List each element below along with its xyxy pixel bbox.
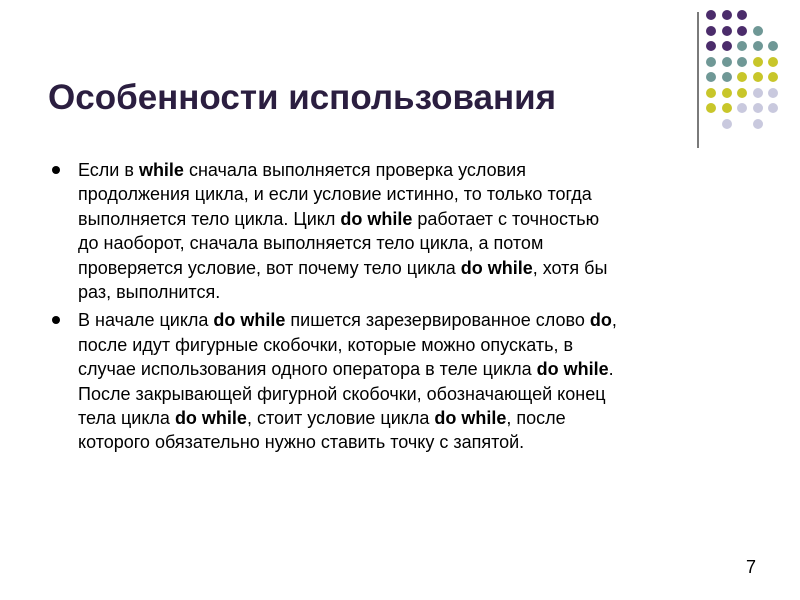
decorative-dot bbox=[753, 88, 763, 98]
text-segment: раз, выполнится. bbox=[78, 282, 221, 303]
decorative-dot bbox=[753, 26, 763, 36]
decorative-dot bbox=[722, 88, 732, 98]
decorative-dot bbox=[706, 88, 716, 98]
bullet-text-line bbox=[78, 357, 752, 381]
decorative-dot bbox=[722, 26, 732, 36]
decorative-dot bbox=[737, 103, 747, 113]
page-number: 7 bbox=[745, 557, 756, 577]
text-segment: работает с точностью bbox=[412, 208, 600, 229]
bullet-text-line bbox=[78, 182, 752, 206]
keyword: do while bbox=[213, 310, 286, 331]
decorative-dot bbox=[706, 26, 716, 36]
decorative-dot bbox=[706, 41, 716, 51]
text-segment: После закрывающей фигурной скобочки, обозначающей конец bbox=[78, 383, 606, 404]
bullet-text-line bbox=[78, 280, 752, 304]
text-segment: , хотя бы bbox=[532, 257, 608, 278]
decorative-dot bbox=[768, 72, 778, 82]
keyword: do while bbox=[536, 359, 609, 380]
decorative-dot bbox=[722, 41, 732, 51]
decorative-dot bbox=[768, 103, 778, 113]
text-segment: , после bbox=[506, 408, 566, 429]
decorative-dot bbox=[737, 41, 747, 51]
text-segment: пишется зарезервированное слово bbox=[285, 310, 590, 331]
text-segment: , bbox=[611, 310, 617, 331]
decorative-dot bbox=[737, 88, 747, 98]
decorative-dot bbox=[768, 57, 778, 67]
slide-title: Особенности использования bbox=[48, 78, 557, 117]
decorative-dot bbox=[722, 72, 732, 82]
decorative-dot bbox=[737, 26, 747, 36]
bullet-text-line bbox=[78, 333, 752, 357]
decorative-dot bbox=[737, 72, 747, 82]
text-segment: сначала выполняется проверка условия bbox=[183, 160, 526, 180]
bullet-text-line bbox=[78, 430, 752, 454]
text-segment: которого обязательно нужно ставить точку с запятой. bbox=[78, 432, 525, 453]
decorative-dot bbox=[753, 103, 763, 113]
bullet-text-line bbox=[78, 406, 752, 430]
text-segment: . bbox=[608, 359, 614, 380]
bullet-text-line bbox=[78, 308, 752, 332]
text-segment: , стоит условие цикла bbox=[246, 408, 435, 429]
decorative-dot bbox=[722, 119, 732, 129]
decorative-dot bbox=[753, 41, 763, 51]
bullet-item bbox=[52, 308, 752, 454]
decorative-dot bbox=[768, 41, 778, 51]
decorative-dot bbox=[722, 10, 732, 20]
decorative-dot bbox=[722, 57, 732, 67]
bullet-marker-icon bbox=[52, 166, 60, 174]
bullet-marker-icon bbox=[52, 316, 60, 324]
decorative-dot bbox=[753, 119, 763, 129]
decorative-dot bbox=[768, 88, 778, 98]
decorative-dot-grid bbox=[706, 10, 796, 135]
decorative-dot bbox=[753, 72, 763, 82]
bullet-text-line bbox=[78, 256, 752, 280]
bullet-text-line bbox=[78, 231, 752, 255]
keyword: do while bbox=[434, 408, 507, 429]
title-divider bbox=[697, 12, 699, 148]
text-segment: В начале цикла bbox=[78, 310, 214, 331]
decorative-dot bbox=[706, 103, 716, 113]
decorative-dot bbox=[706, 10, 716, 20]
text-segment: выполняется тело цикла. Цикл bbox=[78, 208, 341, 229]
text-segment: продолжения цикла, и если условие истинно, то только тогда bbox=[78, 184, 592, 205]
decorative-dot bbox=[737, 10, 747, 20]
text-segment: случае использования одного оператора в теле цикла bbox=[78, 359, 537, 380]
decorative-dot bbox=[722, 103, 732, 113]
bullet-text-line bbox=[78, 207, 752, 231]
bullet-text-line bbox=[78, 158, 752, 182]
keyword: while bbox=[138, 160, 184, 180]
text-segment: до наоборот, сначала выполняется тело цикла, а потом bbox=[78, 233, 544, 254]
keyword: do while bbox=[174, 408, 247, 429]
decorative-dot bbox=[706, 57, 716, 67]
bullet-list bbox=[52, 158, 752, 459]
keyword: do bbox=[589, 310, 612, 331]
text-segment: Если в bbox=[78, 160, 139, 180]
text-segment: после идут фигурные скобочки, которые можно опускать, в bbox=[78, 334, 574, 355]
decorative-dot bbox=[753, 57, 763, 67]
keyword: do while bbox=[460, 257, 533, 278]
decorative-dot bbox=[706, 72, 716, 82]
bullet-text-line bbox=[78, 382, 752, 406]
text-segment: тела цикла bbox=[78, 408, 175, 429]
text-segment: проверяется условие, вот почему тело цикла bbox=[78, 257, 461, 278]
decorative-dot bbox=[737, 57, 747, 67]
bullet-item bbox=[52, 158, 752, 304]
keyword: do while bbox=[340, 208, 413, 229]
